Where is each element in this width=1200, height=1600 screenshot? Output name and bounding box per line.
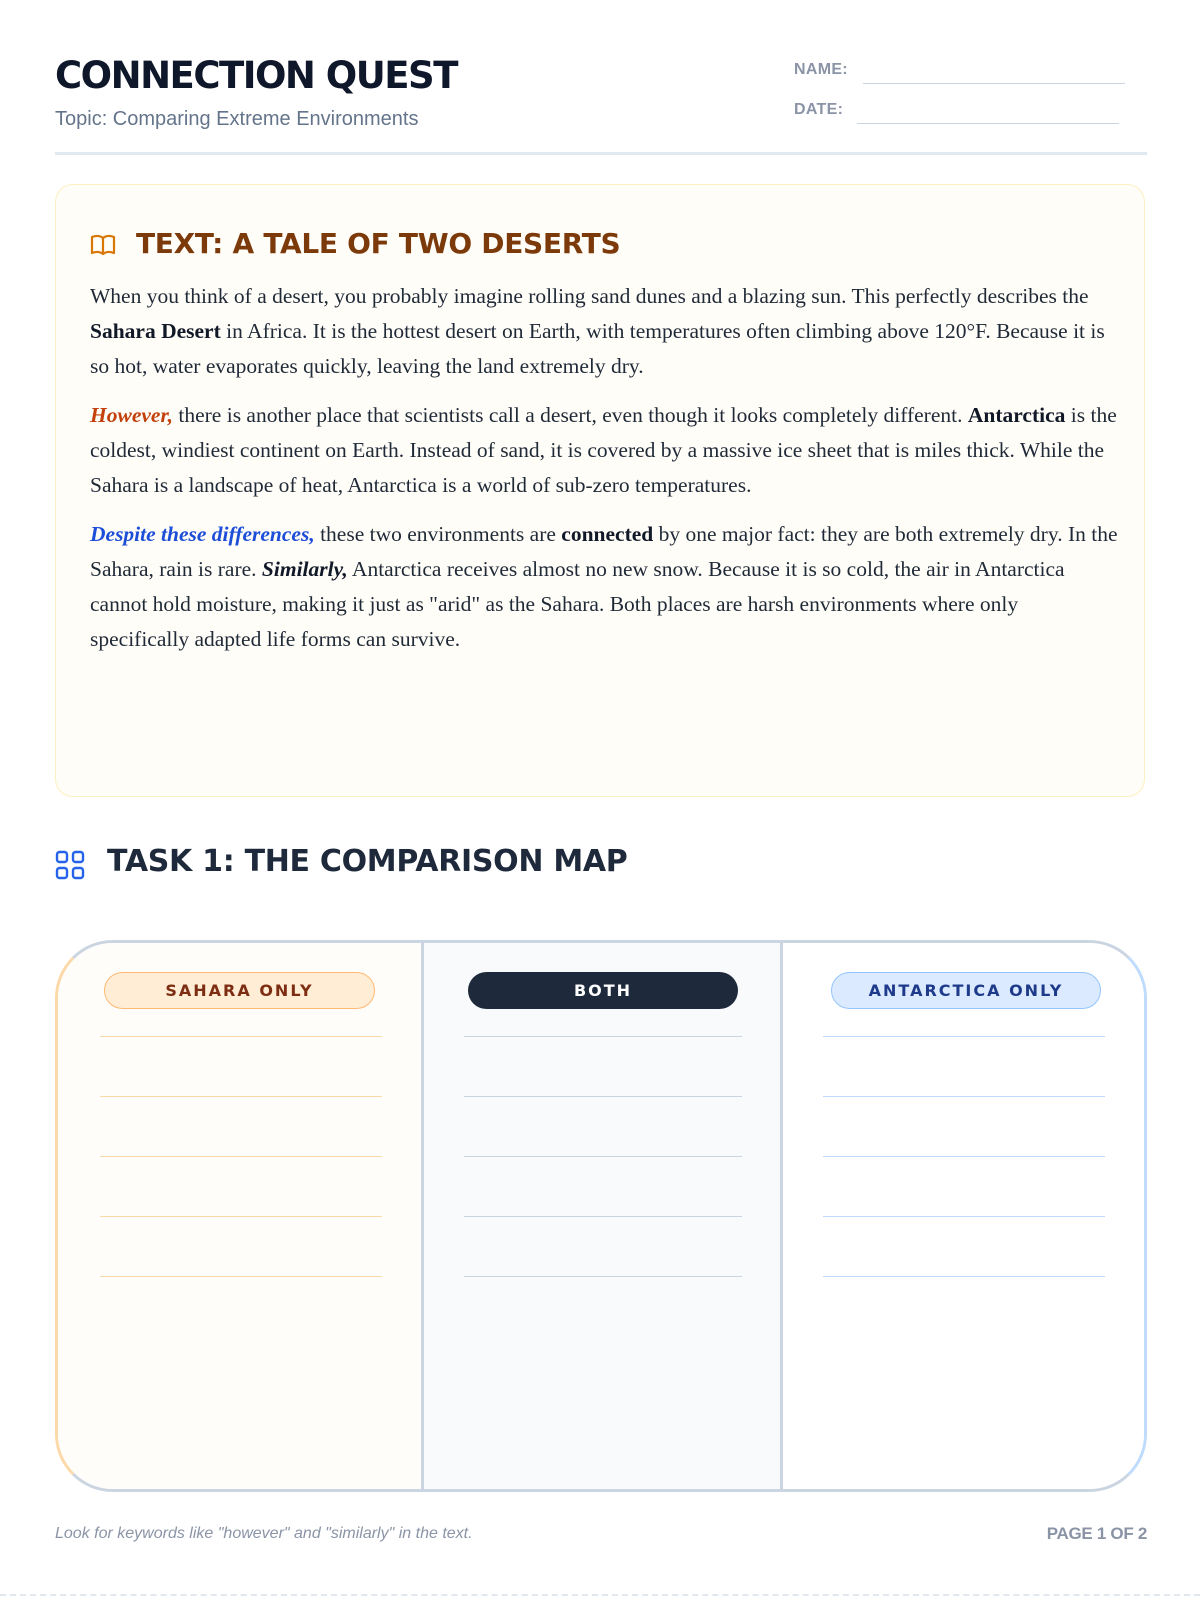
answer-line[interactable] bbox=[100, 1216, 382, 1217]
transition-phrase-despite: Despite these differences, bbox=[90, 522, 315, 546]
answer-line[interactable] bbox=[464, 1216, 742, 1217]
reading-text bbox=[90, 279, 1120, 671]
answer-line[interactable] bbox=[464, 1276, 742, 1277]
answer-line[interactable] bbox=[464, 1156, 742, 1157]
paragraph-1-text-a: When you think of a desert, you probably imagine rolling sand dunes and a blazing sun. This perfectly describes the bbox=[90, 284, 1089, 308]
column-sahara-only bbox=[58, 940, 421, 1492]
paragraph-3-text-f: Antarctica receives almost no new snow. Because it is so cold, the air in Antarctica cannot hold moisture, making it just as "arid" as the Sahara. Both places are harsh environments where only specifically adapted life forms can survive. bbox=[90, 557, 1065, 651]
reading-title: TEXT: A TALE OF TWO DESERTS bbox=[136, 227, 621, 260]
paragraph-3-text-d: by one major fact: they are both extremely dry. In the Sahara, rain is rare. bbox=[90, 522, 1118, 581]
name-label: NAME: bbox=[794, 61, 848, 78]
answer-line[interactable] bbox=[823, 1276, 1105, 1277]
answer-line[interactable] bbox=[464, 1036, 742, 1037]
worksheet-subtitle: Topic: Comparing Extreme Environments bbox=[55, 108, 419, 130]
keyword-connected: connected bbox=[561, 522, 654, 546]
paragraph-1 bbox=[90, 279, 1120, 384]
date-label: DATE: bbox=[794, 101, 844, 118]
page-number: PAGE 1 OF 2 bbox=[1046, 1524, 1147, 1543]
answer-line[interactable] bbox=[823, 1156, 1105, 1157]
paragraph-2 bbox=[90, 398, 1120, 503]
answer-line[interactable] bbox=[100, 1036, 382, 1037]
paragraph-1-text-c: in Africa. It is the hottest desert on Earth, with temperatures often climbing above 120°F. Because it is so hot, water evaporates quickly, leaving the land extremely dry. bbox=[90, 319, 1105, 378]
column-header-antarctica: ANTARCTICA ONLY bbox=[831, 972, 1101, 1009]
worksheet-page bbox=[55, 0, 1147, 1600]
comparison-map bbox=[55, 940, 1147, 1492]
answer-line[interactable] bbox=[823, 1096, 1105, 1097]
keyword-sahara-desert: Sahara Desert bbox=[90, 319, 221, 343]
column-both bbox=[421, 943, 783, 1489]
answer-line[interactable] bbox=[100, 1156, 382, 1157]
answer-line[interactable] bbox=[100, 1276, 382, 1277]
name-field[interactable] bbox=[863, 83, 1125, 84]
keyword-antarctica: Antarctica bbox=[967, 403, 1066, 427]
open-book-icon bbox=[90, 234, 116, 256]
paragraph-2-text-d: is the coldest, windiest continent on Earth. Instead of sand, it is covered by a massive ice sheet that is miles thick. While the Sahara is a landscape of heat, Antarctica is a world of sub-zero temperatures. bbox=[90, 403, 1117, 497]
paragraph-2-text-b: there is another place that scientists call a desert, even though it looks completely different. bbox=[173, 403, 968, 427]
answer-line[interactable] bbox=[100, 1096, 382, 1097]
date-field[interactable] bbox=[857, 123, 1119, 124]
task-title: TASK 1: THE COMPARISON MAP bbox=[107, 844, 628, 879]
answer-line[interactable] bbox=[464, 1096, 742, 1097]
reading-passage-box bbox=[55, 184, 1145, 797]
worksheet-title: CONNECTION QUEST bbox=[55, 54, 457, 97]
paragraph-3-text-b: these two environments are bbox=[314, 522, 562, 546]
transition-word-however: However, bbox=[90, 403, 173, 427]
page-cut-line bbox=[0, 1594, 1200, 1596]
paragraph-3 bbox=[90, 517, 1120, 657]
column-header-both: BOTH bbox=[468, 972, 738, 1009]
transition-word-similarly: Similarly, bbox=[261, 557, 348, 581]
column-antarctica-only bbox=[783, 940, 1144, 1492]
answer-line[interactable] bbox=[823, 1036, 1105, 1037]
header-divider bbox=[55, 152, 1147, 155]
answer-line[interactable] bbox=[823, 1216, 1105, 1217]
grid-icon bbox=[55, 850, 85, 880]
footer-tip: Look for keywords like "however" and "similarly" in the text. bbox=[55, 1525, 473, 1542]
column-header-sahara: SAHARA ONLY bbox=[104, 972, 375, 1009]
